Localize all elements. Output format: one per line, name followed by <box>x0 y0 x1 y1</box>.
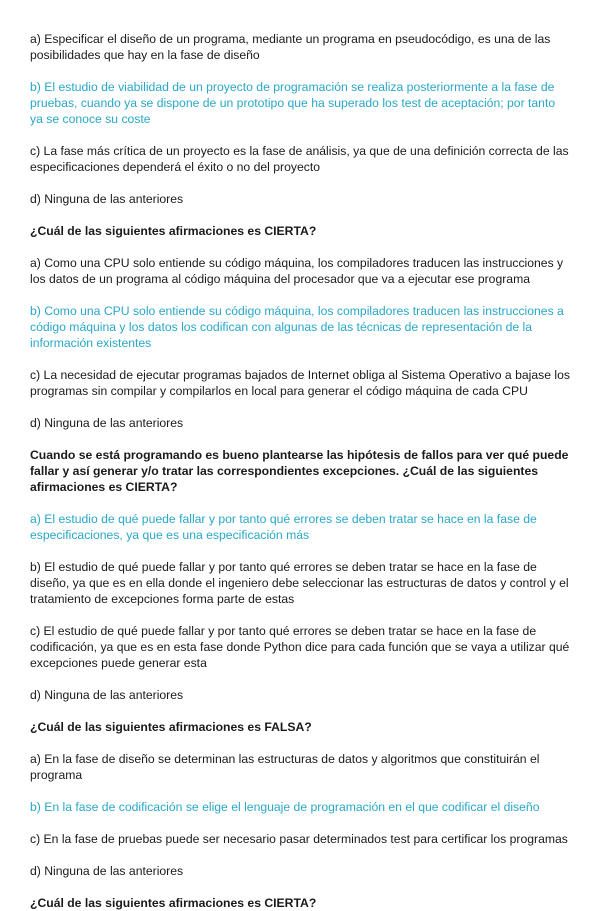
option-text: d) Ninguna de las anteriores <box>30 688 184 702</box>
option-text: c) La necesidad de ejecutar programas bajados de Internet obliga al Sistema Operativo a bajase los programas sin compilar y compilarlos en local para generar el código máquina de cada CPU <box>30 368 570 398</box>
question-text: ¿Cuál de las siguientes afirmaciones es CIERTA? <box>30 896 317 910</box>
option-text: a) Como una CPU solo entiende su código máquina, los compiladores traducen las instrucciones y los datos de un programa al código máquina del procesador que va a ejecutar ese programa <box>30 256 564 286</box>
option-text: c) En la fase de pruebas puede ser necesario pasar determinados test para certificar los programas <box>30 832 568 846</box>
option-text: b) En la fase de codificación se elige el lenguaje de programación en el que codificar el diseño <box>30 800 540 814</box>
option-text: a) El estudio de qué puede fallar y por tanto qué errores se deben tratar se hace en la fase de especificaciones, ya que es una especificación más <box>30 512 537 542</box>
option-text: a) En la fase de diseño se determinan las estructuras de datos y algoritmos que constituirán el programa <box>30 752 540 782</box>
option-text: c) El estudio de qué puede fallar y por tanto qué errores se deben tratar se hace en la fase de codificación, ya que es en esta fase donde Python dice para cada función que se vaya a utilizar qué excepciones puede generar esta <box>30 624 570 670</box>
option-text: d) Ninguna de las anteriores <box>30 416 184 430</box>
option-text: d) Ninguna de las anteriores <box>30 864 184 878</box>
option-text: b) El estudio de qué puede fallar y por tanto qué errores se deben tratar se hace en la fase de diseño, ya que es en ella donde el ingeniero debe seleccionar las estructuras de datos y control y el tratamiento de excepciones forma parte de estas <box>30 560 569 606</box>
question-text: ¿Cuál de las siguientes afirmaciones es CIERTA? <box>30 224 317 238</box>
option-text: d) Ninguna de las anteriores <box>30 192 184 206</box>
option-text: a) Especificar el diseño de un programa, mediante un programa en pseudocódigo, es una de las posibilidades que hay en la fase de diseño <box>30 32 551 62</box>
option-text: b) Como una CPU solo entiende su código máquina, los compiladores traducen las instrucciones a código máquina y los datos los codifican con algunas de las técnicas de representación de la información existentes <box>30 304 564 350</box>
option-text: c) La fase más crítica de un proyecto es la fase de análisis, ya que de una definición correcta de las especificaciones dependerá el éxito o no del proyecto <box>30 144 569 174</box>
question-text: Cuando se está programando es bueno plantearse las hipótesis de fallos para ver qué puede fallar y así generar y/o tratar las correspondientes excepciones. ¿Cuál de las siguientes afirmaciones es CIERTA? <box>30 448 569 494</box>
option-text: b) El estudio de viabilidad de un proyecto de programación se realiza posteriormente a la fase de pruebas, cuando ya se dispone de un prototipo que ha superado los test de aceptación; por tanto ya se conoce su coste <box>30 80 556 126</box>
question-text: ¿Cuál de las siguientes afirmaciones es FALSA? <box>30 720 312 734</box>
